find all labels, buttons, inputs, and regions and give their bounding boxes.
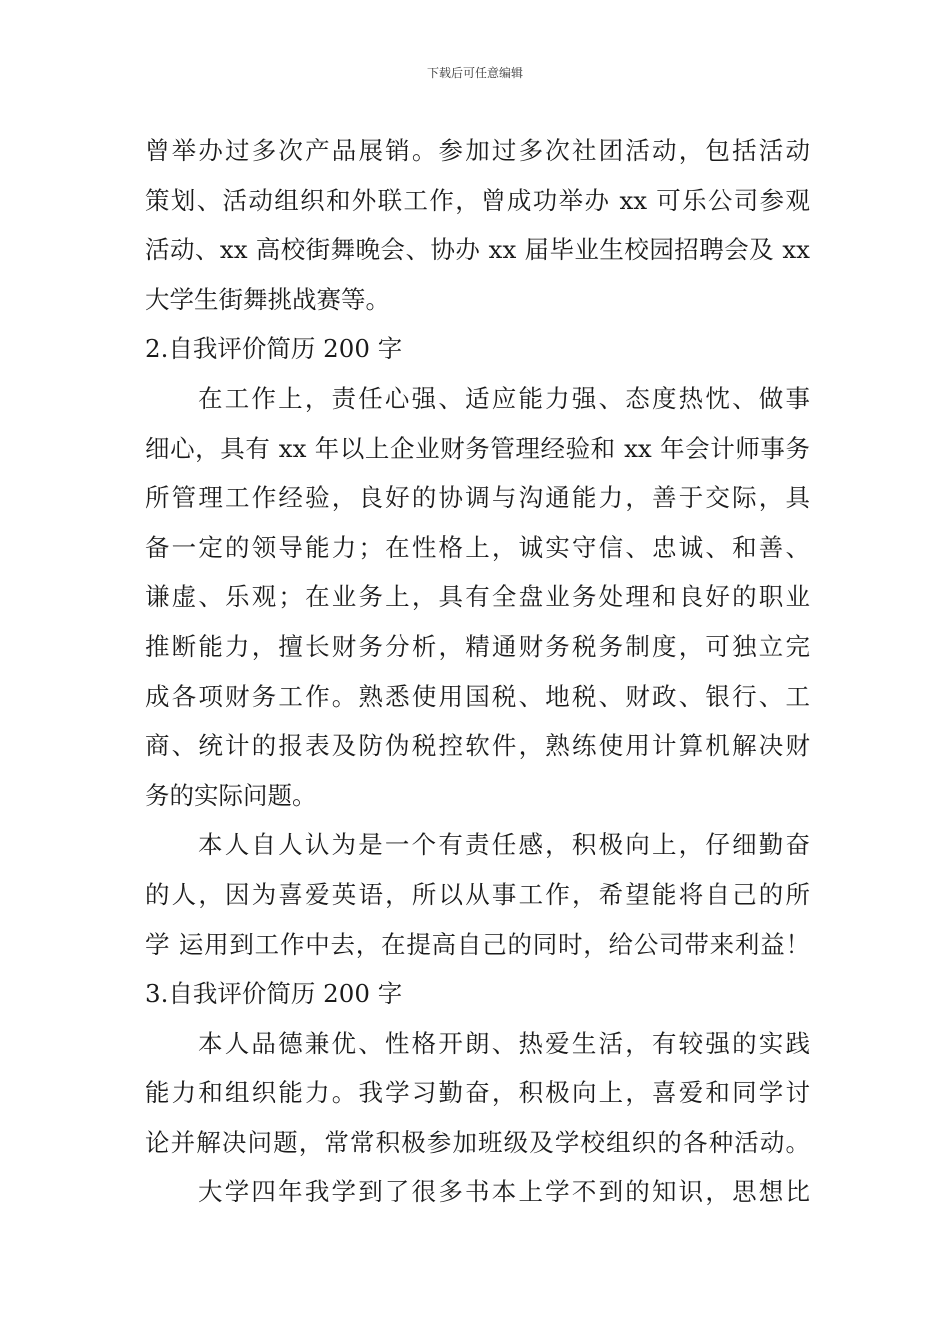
document-body	[145, 126, 810, 1217]
text-line: 推断能力，擅长财务分析，精通财务税务制度，可独立完	[145, 631, 810, 661]
text-line: 的人，因为喜爱英语，所以从事工作，希望能将自己的所	[145, 879, 810, 909]
section2-heading: 2.自我评价简历 200 字	[145, 334, 403, 364]
text-line: 细心，具有 xx 年以上企业财务管理经验和 xx 年会计师事务	[145, 433, 810, 463]
text-line: 活动、xx 高校街舞晚会、协办 xx 届毕业生校园招聘会及 xx	[145, 235, 810, 265]
text-line: 商、统计的报表及防伪税控软件，熟练使用计算机解决财	[145, 731, 810, 761]
text-line: 谦虚、乐观；在业务上，具有全盘业务处理和良好的职业	[145, 582, 810, 612]
text-line: 所管理工作经验，良好的协调与沟通能力，善于交际，具	[145, 483, 810, 513]
text-line: 本人品德兼优、性格开朗、热爱生活，有较强的实践	[198, 1028, 810, 1058]
section3-paragraph-1	[145, 1019, 810, 1168]
text-line: 备一定的领导能力；在性格上，诚实守信、忠诚、和善、	[145, 532, 810, 562]
text-line: 能力和组织能力。我学习勤奋，积极向上，喜爱和同学讨	[145, 1078, 810, 1108]
text-line: 曾举办过多次产品展销。参加过多次社团活动，包括活动	[145, 136, 810, 165]
section3-paragraph-2	[145, 1167, 810, 1217]
section1-paragraph	[145, 126, 810, 324]
text-line: 务的实际问题。	[145, 780, 317, 810]
text-line: 学 运用到工作中去，在提高自己的同时，给公司带来利益！	[145, 929, 810, 959]
section2-paragraph-2	[145, 820, 810, 969]
text-line: 成各项财务工作。熟悉使用国税、地税、财政、银行、工	[145, 681, 810, 711]
section3-heading: 3.自我评价简历 200 字	[145, 979, 403, 1009]
text-line: 大学四年我学到了很多书本上学不到的知识，思想比	[198, 1177, 810, 1207]
header-note: 下载后可任意编辑	[426, 66, 523, 80]
text-line: 论并解决问题，常常积极参加班级及学校组织的各种活动。	[145, 1127, 810, 1157]
text-line: 策划、活动组织和外联工作，曾成功举办 xx 可乐公司参观	[145, 185, 810, 215]
text-line: 大学生街舞挑战赛等。	[145, 284, 390, 314]
text-line: 本人自人认为是一个有责任感，积极向上，仔细勤奋	[198, 830, 810, 860]
text-line: 在工作上，责任心强、适应能力强、态度热忱、做事	[198, 383, 810, 413]
section2-paragraph-1	[145, 374, 810, 820]
